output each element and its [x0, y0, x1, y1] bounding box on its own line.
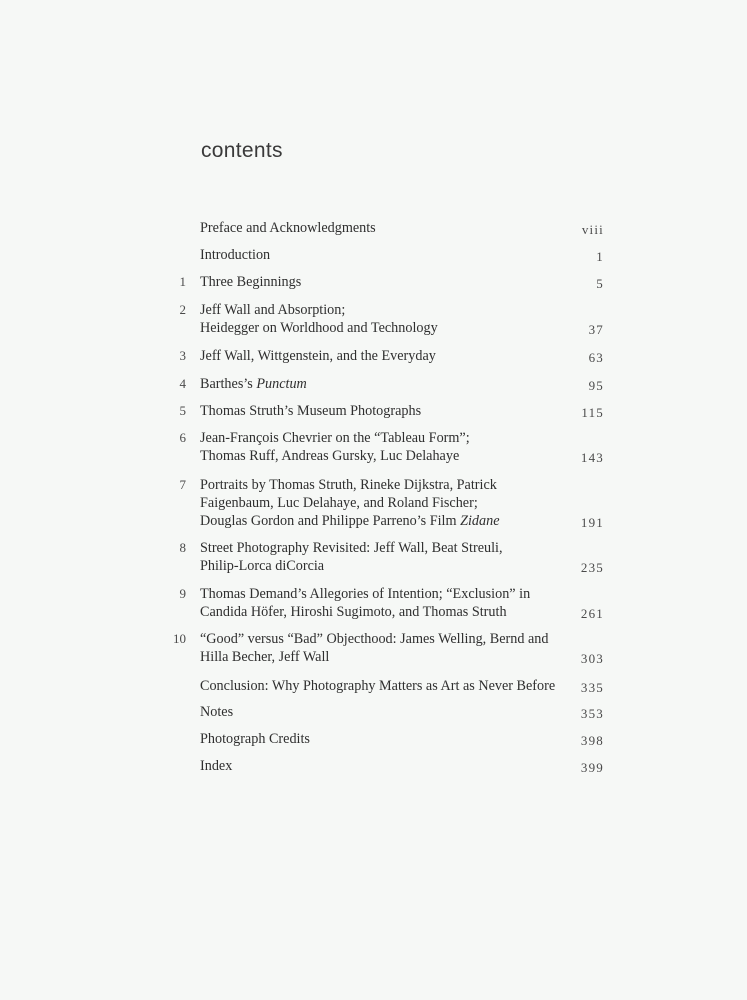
chapter-title [200, 429, 570, 465]
chapter-title-line: Conclusion: Why Photography Matters as Art as Never Before [200, 678, 556, 694]
chapter-title-line: Portraits by Thomas Struth, Rineke Dijkstra, Patrick [200, 477, 497, 493]
page-number: 398 [580, 733, 604, 748]
chapter-number: 2 [179, 302, 186, 317]
page-number: viii [581, 222, 604, 237]
chapter-title-line: Jeff Wall, Wittgenstein, and the Everyday [200, 348, 436, 364]
chapter-title [200, 703, 570, 721]
chapter-title-line: Notes [200, 704, 234, 720]
chapter-title-line: Introduction [200, 247, 271, 263]
chapter-title-line: Faigenbaum, Luc Delahaye, and Roland Fischer; [200, 495, 478, 511]
page-number: 5 [596, 276, 604, 291]
chapter-title-line: Heidegger on Worldhood and Technology [200, 320, 438, 336]
chapter-number: 5 [179, 403, 186, 418]
chapter-title [200, 246, 570, 264]
chapter-title-line: Thomas Ruff, Andreas Gursky, Luc Delahaye [200, 448, 460, 464]
chapter-title [200, 730, 570, 748]
chapter-title-line: Three Beginnings [200, 274, 302, 290]
chapter-title [200, 630, 570, 666]
page-number: 335 [580, 680, 604, 695]
chapter-title [200, 402, 570, 420]
chapter-number: 4 [179, 376, 186, 391]
chapter-title-line: Barthes’s Punctum [200, 376, 307, 392]
chapter-title-line: Preface and Acknowledgments [200, 220, 376, 236]
chapter-title-line: Jean-François Chevrier on the “Tableau Form”; [200, 430, 470, 446]
page-number: 63 [588, 350, 604, 365]
chapter-title [200, 219, 570, 237]
page-title: contents [201, 139, 283, 162]
chapter-title [200, 757, 570, 775]
page-number: 353 [580, 706, 604, 721]
chapter-title-line: Hilla Becher, Jeff Wall [200, 649, 330, 665]
page-number: 1 [596, 249, 604, 264]
chapter-title-line: Photograph Credits [200, 731, 310, 747]
page-number: 95 [588, 378, 604, 393]
chapter-title [200, 301, 570, 337]
chapter-number: 8 [179, 540, 186, 555]
chapter-number: 6 [179, 430, 186, 445]
chapter-title-line: “Good” versus “Bad” Objecthood: James Welling, Bernd and [200, 631, 549, 647]
page-number: 191 [580, 515, 604, 530]
chapter-title [200, 476, 570, 530]
chapter-title [200, 539, 570, 575]
chapter-title-line: Street Photography Revisited: Jeff Wall, Beat Streuli, [200, 540, 503, 556]
chapter-title [200, 585, 570, 621]
chapter-title-line: Thomas Struth’s Museum Photographs [200, 403, 422, 419]
chapter-title-line: Jeff Wall and Absorption; [200, 302, 346, 318]
chapter-number: 9 [179, 586, 186, 601]
page-number: 235 [580, 560, 604, 575]
chapter-title [200, 273, 570, 291]
chapter-title-line: Douglas Gordon and Philippe Parreno’s Film Zidane [200, 513, 500, 529]
page-number: 115 [581, 405, 604, 420]
chapter-number: 7 [179, 477, 186, 492]
chapter-number: 3 [179, 348, 186, 363]
chapter-number: 1 [179, 274, 186, 289]
chapter-title [200, 677, 570, 695]
page-number: 143 [580, 450, 604, 465]
page-number: 303 [580, 651, 604, 666]
chapter-title-line: Index [200, 758, 233, 774]
chapter-title-line: Candida Höfer, Hiroshi Sugimoto, and Thomas Struth [200, 604, 507, 620]
chapter-title [200, 375, 570, 393]
chapter-title [200, 347, 570, 365]
page-number: 399 [580, 760, 604, 775]
chapter-title-line: Philip-Lorca diCorcia [200, 558, 325, 574]
page-number: 261 [580, 606, 604, 621]
chapter-title-line: Thomas Demand’s Allegories of Intention; “Exclusion” in [200, 586, 531, 602]
chapter-number: 10 [173, 631, 186, 646]
page-number: 37 [588, 322, 604, 337]
